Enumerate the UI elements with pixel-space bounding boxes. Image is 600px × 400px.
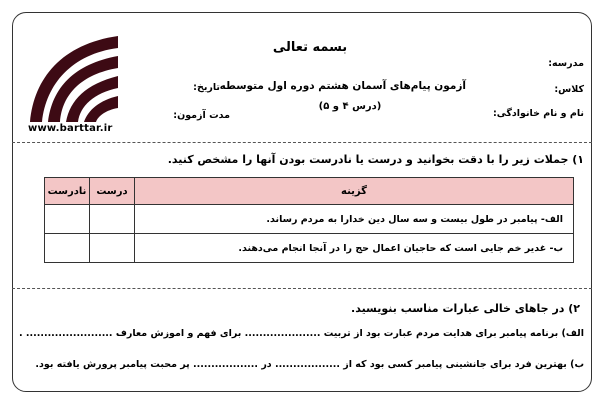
duration-label: مدت آزمون: xyxy=(173,110,230,121)
page-title: بسمه تعالی xyxy=(272,40,348,55)
incorrect-header: نادرست xyxy=(45,178,90,205)
table-header-row xyxy=(45,178,574,205)
statement-text: الف- پیامبر در طول بیست و سه سال دین خدارا به مردم رساند. xyxy=(135,205,574,234)
class-label: کلاس: xyxy=(554,84,584,95)
incorrect-cell[interactable] xyxy=(45,234,90,263)
barttar-logo-icon xyxy=(22,30,122,122)
exam-title: آزمون پیام‌های آسمان هشتم دوره اول متوسطه xyxy=(219,80,466,92)
incorrect-cell[interactable] xyxy=(45,205,90,234)
date-label: تاریخ: xyxy=(193,82,220,93)
school-label: مدرسه: xyxy=(548,58,584,69)
fill-blank-item: ب) بهترین فرد برای جانشینی پیامبر کسی بود که از .................. در .................. پر محبت پیامبر پرورش یافته بود. xyxy=(35,359,584,370)
question-1-title: ۱) جملات زیر را با دقت بخوانید و درست یا نادرست بودن آنها را مشخص کنید. xyxy=(167,153,584,166)
exam-lessons: (درس ۴ و ۵) xyxy=(318,101,382,112)
true-false-table xyxy=(44,177,574,263)
table-row xyxy=(45,205,574,234)
logo-url: www.barttar.ir xyxy=(28,123,113,134)
statement-text: ب- غدیر خم جایی است که حاجیان اعمال حج را در آنجا انجام می‌دهند. xyxy=(135,234,574,263)
fill-blank-item: الف) برنامه پیامبر برای هدایت مردم عبارت بود از تربیت ..................... برای فهم و اموزش معارف ........................ . xyxy=(19,328,584,339)
name-label: نام و نام خانوادگی: xyxy=(492,108,584,119)
correct-header: درست xyxy=(90,178,135,205)
correct-cell[interactable] xyxy=(90,205,135,234)
question-2-title: ۲) در جاهای خالی عبارات مناسب بنویسید. xyxy=(351,302,580,315)
header-divider xyxy=(12,142,592,143)
section-divider xyxy=(12,288,592,289)
table-row xyxy=(45,234,574,263)
option-header: گزینه xyxy=(135,178,574,205)
correct-cell[interactable] xyxy=(90,234,135,263)
